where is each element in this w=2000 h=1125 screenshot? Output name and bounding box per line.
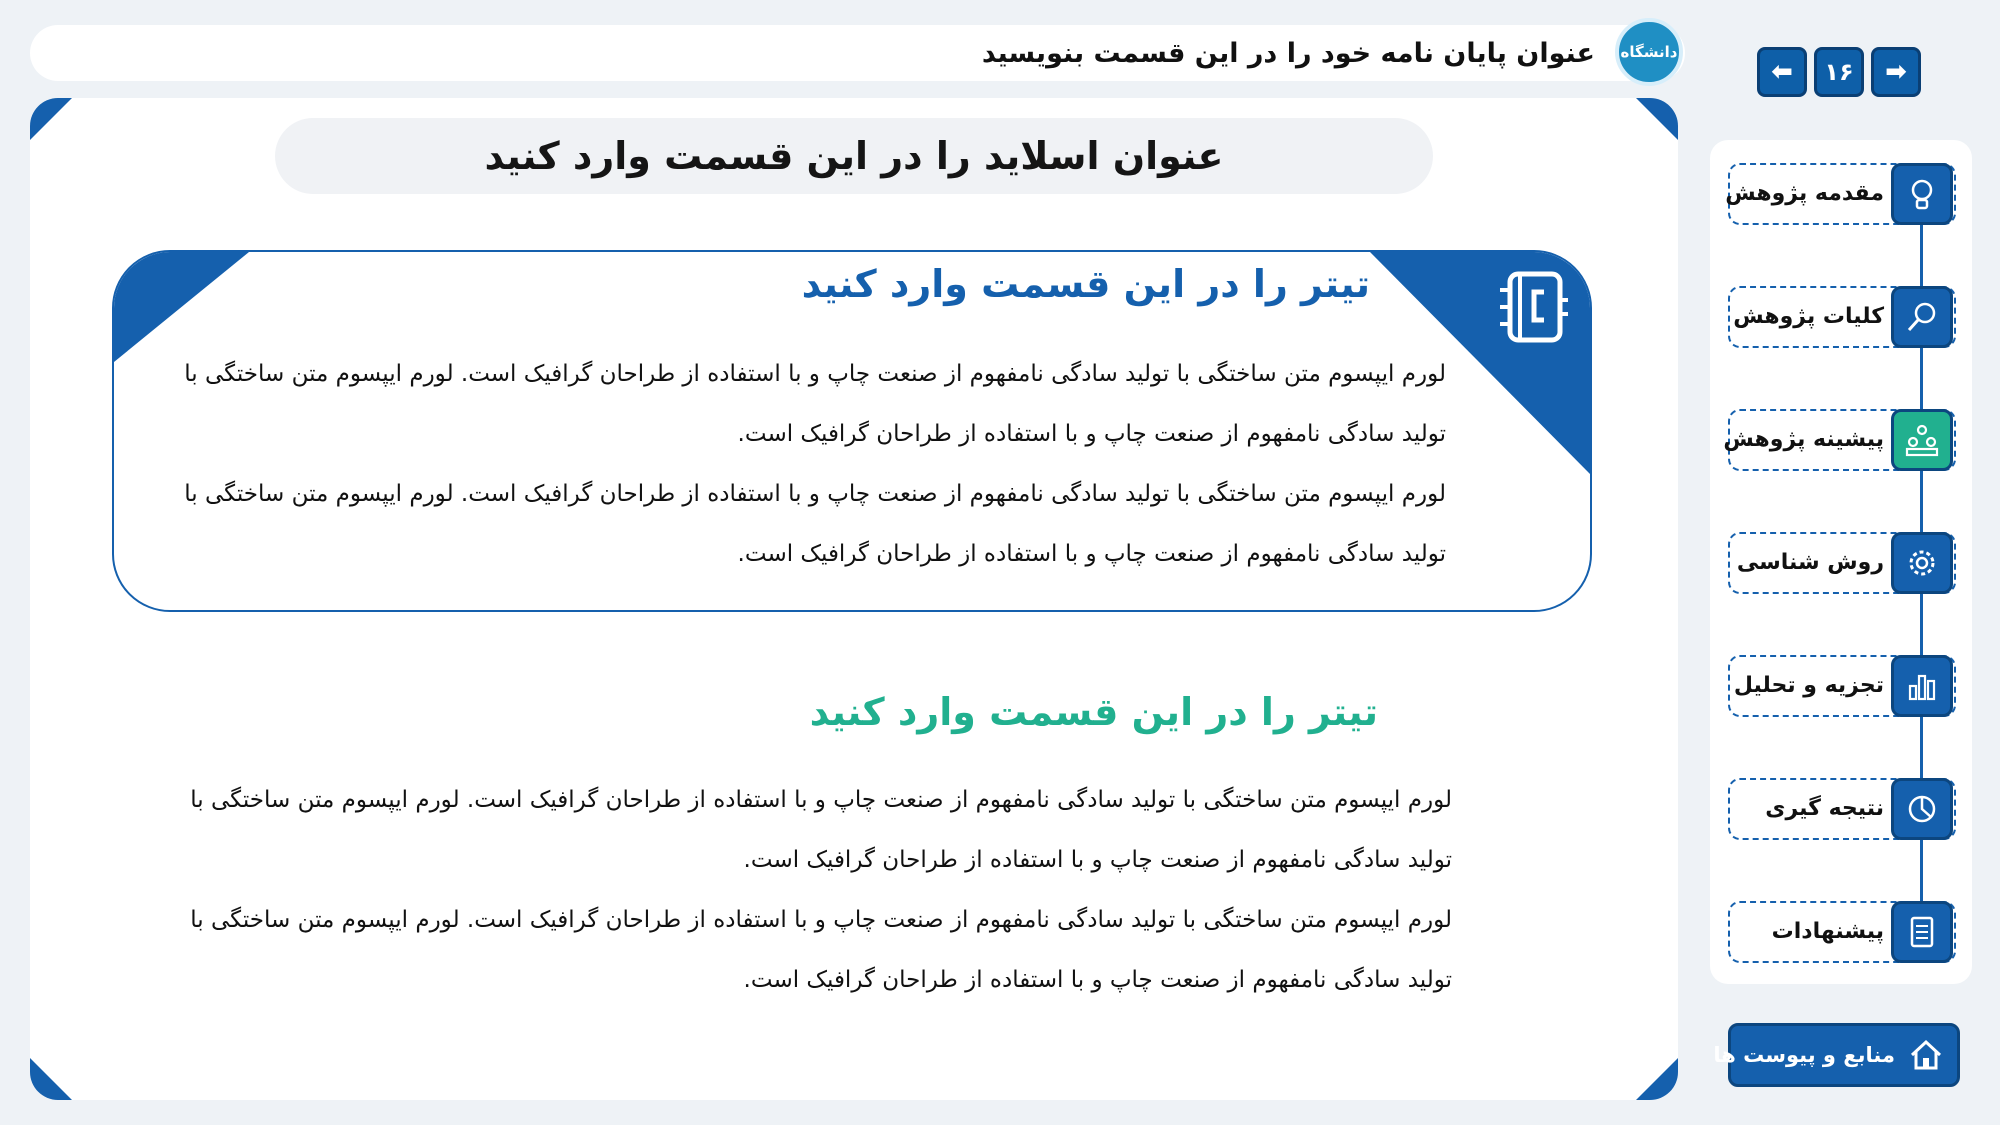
resources-label: منابع و پیوست ها xyxy=(1713,1043,1895,1067)
pie-chart-icon[interactable] xyxy=(1891,778,1953,840)
prev-slide-button[interactable] xyxy=(1757,47,1807,97)
sidebar-item-label: روش شناسی xyxy=(1736,550,1884,575)
section-title: تیتر را در این قسمت وارد کنید xyxy=(809,690,1378,734)
next-slide-button[interactable] xyxy=(1871,47,1921,97)
sidebar-item-label: نتیجه گیری xyxy=(1765,796,1884,821)
slide-panel xyxy=(30,98,1678,1100)
slide-title-pill xyxy=(275,118,1433,194)
arrow-left-icon: ⬅ xyxy=(1771,57,1793,87)
page-number xyxy=(1814,47,1864,97)
sidebar-item-label: کلیات پژوهش xyxy=(1733,304,1884,329)
logo-text: دانشگاه xyxy=(1620,43,1678,61)
sidebar-item-label: پیشینه پژوهش xyxy=(1723,427,1884,452)
bar-chart-icon[interactable] xyxy=(1891,655,1953,717)
document-icon[interactable] xyxy=(1891,901,1953,963)
section-card xyxy=(112,250,1592,612)
page-number-label: ۱۶ xyxy=(1824,58,1854,86)
arrow-right-icon: ➡ xyxy=(1885,57,1907,87)
corner-decoration xyxy=(30,98,72,140)
section-paragraph: لورم ایپسوم متن ساختگی با تولید سادگی نامفهوم از صنعت چاپ و با استفاده از طراحان گرافیک است. لورم ایپسوم متن ساختگی با تولید سادگی نامفهوم از صنعت چاپ و با استفاده از طراحان گرافیک است. xyxy=(190,787,1452,873)
gear-icon[interactable] xyxy=(1891,532,1953,594)
section-paragraph: لورم ایپسوم متن ساختگی با تولید سادگی نامفهوم از صنعت چاپ و با استفاده از طراحان گرافیک است. لورم ایپسوم متن ساختگی با تولید سادگی نامفهوم از صنعت چاپ و با استفاده از طراحان گرافیک است. xyxy=(190,907,1452,993)
lightbulb-icon[interactable] xyxy=(1891,163,1953,225)
section-title: تیتر را در این قسمت وارد کنید xyxy=(801,262,1370,306)
section-paragraph: لورم ایپسوم متن ساختگی با تولید سادگی نامفهوم از صنعت چاپ و با استفاده از طراحان گرافیک است. لورم ایپسوم متن ساختگی با تولید سادگی نامفهوم از صنعت چاپ و با استفاده از طراحان گرافیک است. xyxy=(184,481,1446,567)
resources-button[interactable] xyxy=(1713,1023,1960,1087)
corner-decoration xyxy=(1636,1058,1678,1100)
corner-decoration xyxy=(30,1058,72,1100)
hierarchy-icon[interactable] xyxy=(1891,409,1953,471)
notebook-icon xyxy=(1496,270,1572,344)
home-icon xyxy=(1909,1038,1943,1072)
university-logo xyxy=(1615,18,1683,86)
thesis-title: عنوان پایان نامه خود را در این قسمت بنویسید xyxy=(981,38,1595,69)
sidebar-item-label: پیشنهادات xyxy=(1771,919,1884,944)
search-icon[interactable] xyxy=(1891,286,1953,348)
section-paragraph: لورم ایپسوم متن ساختگی با تولید سادگی نامفهوم از صنعت چاپ و با استفاده از طراحان گرافیک است. لورم ایپسوم متن ساختگی با تولید سادگی نامفهوم از صنعت چاپ و با استفاده از طراحان گرافیک است. xyxy=(184,361,1446,447)
slide-title: عنوان اسلاید را در این قسمت وارد کنید xyxy=(484,134,1224,178)
sidebar-item-label: مقدمه پژوهش xyxy=(1725,181,1884,206)
sidebar-item-label: تجزیه و تحلیل xyxy=(1733,673,1884,698)
corner-decoration xyxy=(1636,98,1678,140)
